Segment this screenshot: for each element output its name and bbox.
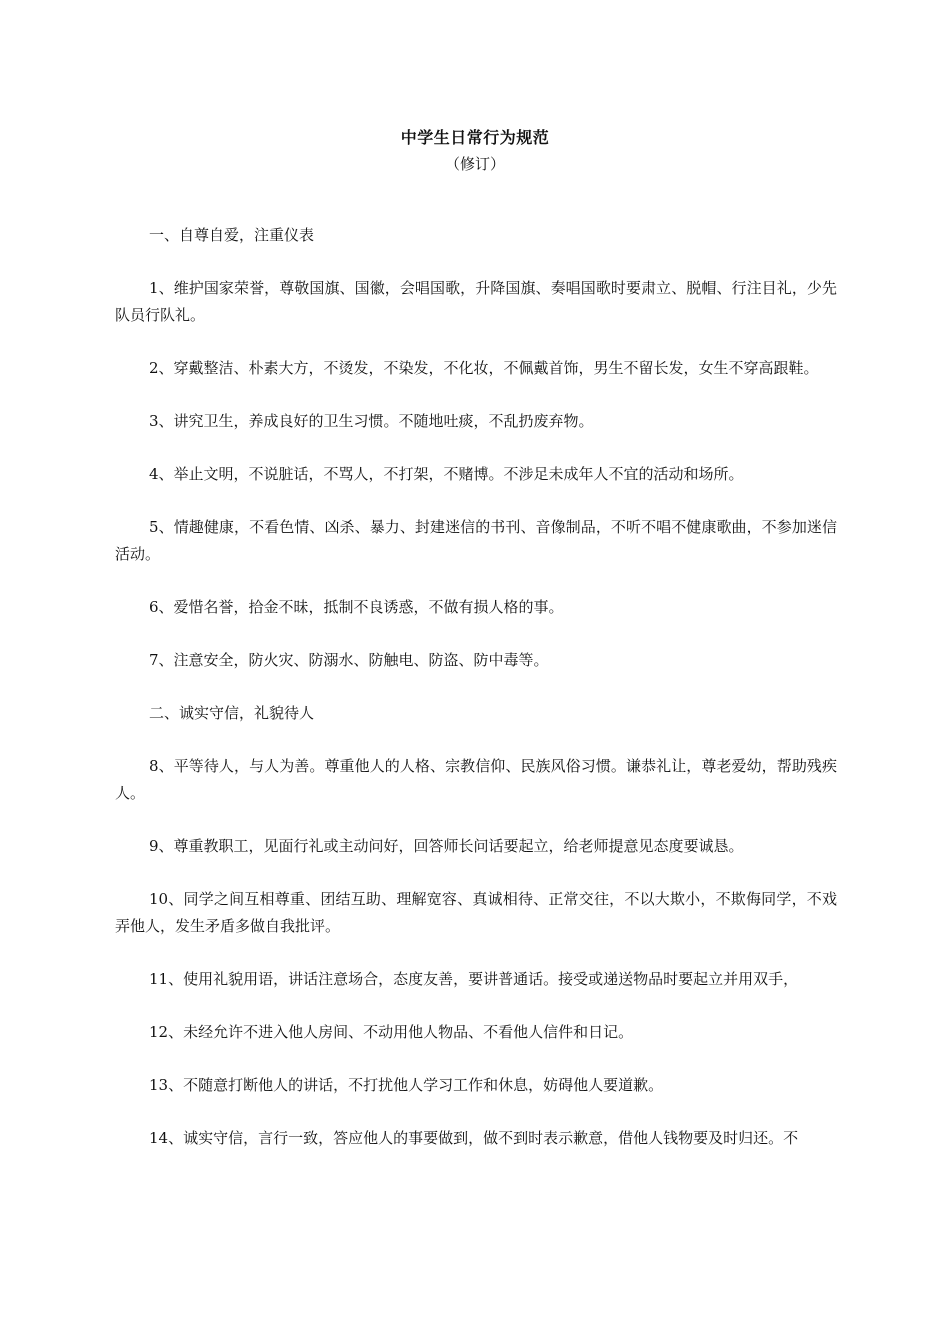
document-body (115, 222, 837, 1178)
rule-paragraph: 2、穿戴整洁、朴素大方，不烫发，不染发，不化妆，不佩戴首饰，男生不留长发，女生不穿高跟鞋。 (149, 359, 819, 377)
rule-paragraph: 11、使用礼貌用语，讲话注意场合，态度友善，要讲普通话。接受或递送物品时要起立并用双手， (149, 970, 799, 988)
rule-paragraph: 4、举止文明，不说脏话，不骂人，不打架，不赌博。不涉足未成年人不宜的活动和场所。 (149, 465, 744, 483)
document-subtitle: （修订） (444, 155, 505, 173)
rule-paragraph: 1、维护国家荣誉，尊敬国旗、国徽，会唱国歌，升降国旗、奏唱国歌时要肃立、脱帽、行注目礼，少先队员行队礼。 (115, 279, 837, 324)
rule-paragraph: 10、同学之间互相尊重、团结互助、理解宽容、真诚相待、正常交往，不以大欺小，不欺侮同学，不戏弄他人，发生矛盾多做自我批评。 (115, 890, 837, 935)
rule-paragraph: 5、情趣健康，不看色情、凶杀、暴力、封建迷信的书刊、音像制品，不听不唱不健康歌曲，不参加迷信活动。 (115, 518, 837, 563)
rule-paragraph: 8、平等待人，与人为善。尊重他人的人格、宗教信仰、民族风俗习惯。谦恭礼让，尊老爱幼，帮助残疾人。 (115, 757, 837, 802)
rule-paragraph: 14、诚实守信，言行一致，答应他人的事要做到，做不到时表示歉意，借他人钱物要及时归还。不 (149, 1129, 799, 1147)
rule-paragraph: 3、讲究卫生，养成良好的卫生习惯。不随地吐痰，不乱扔废弃物。 (149, 412, 594, 430)
rule-paragraph: 12、未经允许不进入他人房间、不动用他人物品、不看他人信件和日记。 (149, 1023, 634, 1041)
rule-paragraph: 6、爱惜名誉，拾金不昧，抵制不良诱惑，不做有损人格的事。 (149, 598, 564, 616)
document-title: 中学生日常行为规范 (400, 128, 550, 147)
rule-paragraph: 9、尊重教职工，见面行礼或主动问好，回答师长问话要起立，给老师提意见态度要诚恳。 (149, 837, 744, 855)
section-heading: 一、自尊自爱，注重仪表 (149, 226, 315, 244)
rule-paragraph: 7、注意安全，防火灾、防溺水、防触电、防盗、防中毒等。 (149, 651, 549, 669)
rule-paragraph: 13、不随意打断他人的讲话，不打扰他人学习工作和休息，妨碍他人要道歉。 (149, 1076, 664, 1094)
section-heading: 二、诚实守信，礼貌待人 (149, 704, 315, 722)
